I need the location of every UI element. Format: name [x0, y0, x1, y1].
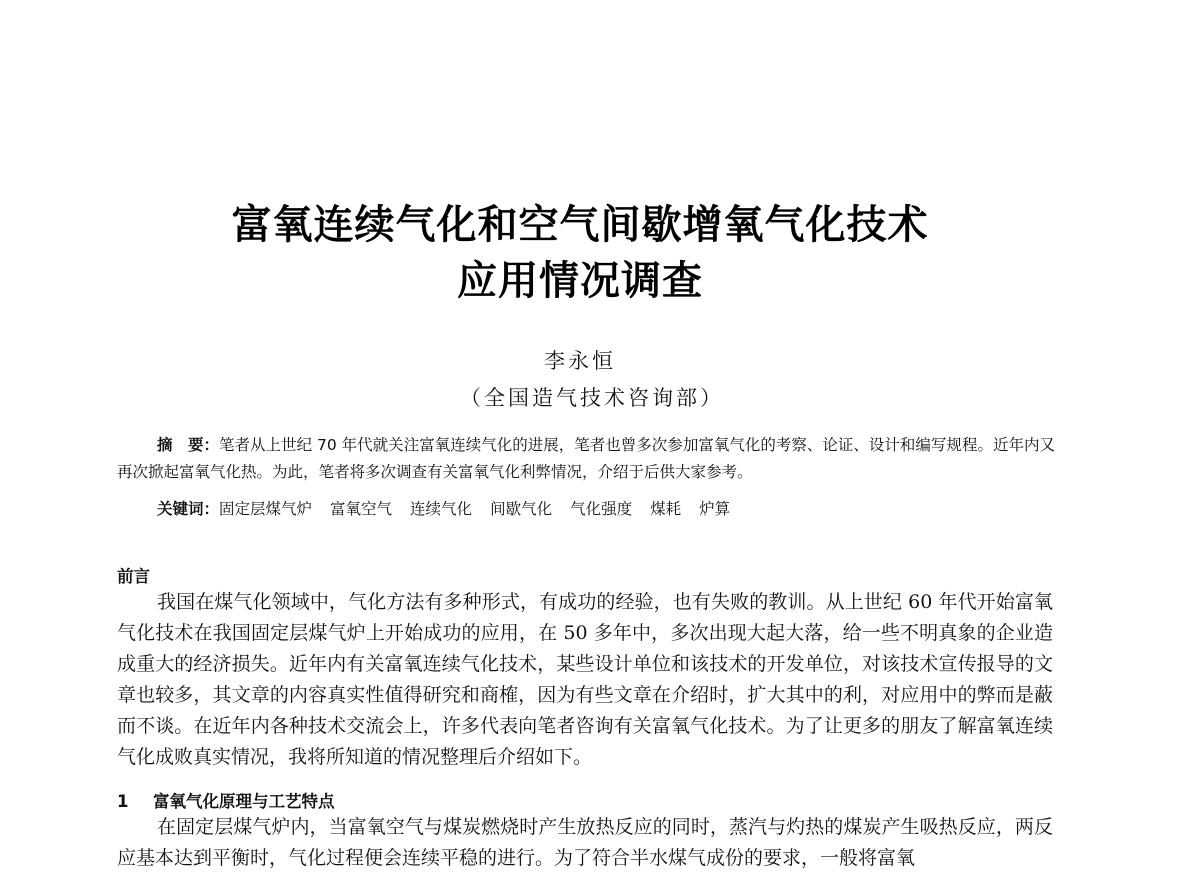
intro-paragraph: 我国在煤气化领域中，气化方法有多种形式，有成功的经验，也有失败的教训。从上世纪 60 年代开始富氧气化技术在我国固定层煤气炉上开始成功的应用，在 50 多年中，多次出现大起大落，给一些不明真象的企业造成重大的经济损失。近年内有关富氧连续气化技术，某些设计单位和该技术的开发单位，对该技术宣传报导的文章也较多，其文章的内容真实性值得研究和商榷，因为有些文章在介绍时，扩大其中的利，对应用中的弊而是蔽而不谈。在近年内各种技术交流会上，许多代表向笔者咨询有关富氧气化技术。为了让更多的朋友了解富氧连续气化成败真实情况，我将所知道的情况整理后介绍如下。 [117, 591, 1053, 768]
section-heading-intro: 前言 [117, 567, 150, 586]
section-heading-1 [117, 788, 335, 812]
section-1-paragraph: 在固定层煤气炉内，当富氧空气与煤炭燃烧时产生放热反应的同时，蒸汽与灼热的煤炭产生吸热反应，两反应基本达到平衡时，气化过程便会连续平稳的进行。为了符合半水煤气成份的要求，一般将富氧 [117, 816, 1053, 869]
keyword-item: 固定层煤气炉 [219, 500, 313, 518]
abstract [117, 432, 1055, 486]
title-line-1: 富氧连续气化和空气间歇增氧气化技术 [231, 202, 929, 248]
keyword-item: 连续气化 [410, 500, 473, 518]
section-title: 富氧气化原理与工艺特点 [153, 792, 335, 811]
keywords [157, 496, 1057, 523]
keyword-item: 炉算 [699, 500, 731, 518]
author-affiliation: （全国造气技术咨询部） [460, 386, 724, 410]
title-line-2: 应用情况调查 [457, 258, 703, 304]
author-name: 李永恒 [544, 349, 616, 373]
abstract-text: 笔者从上世纪 70 年代就关注富氧连续气化的进展，笔者也曾多次参加富氧气化的考察、论证、设计和编写规程。近年内又再次掀起富氧气化热。为此，笔者将多次调查有关富氧气化利弊情况，介绍于后供大家参考。 [117, 436, 1055, 481]
keyword-item: 煤耗 [650, 500, 682, 518]
abstract-label: 摘 要： [157, 436, 220, 454]
keyword-item: 富氧空气 [330, 500, 393, 518]
section-number: 1 [117, 792, 129, 811]
keywords-label: 关键词： [157, 500, 220, 518]
keyword-item: 间歇气化 [490, 500, 553, 518]
keyword-item: 气化强度 [570, 500, 633, 518]
